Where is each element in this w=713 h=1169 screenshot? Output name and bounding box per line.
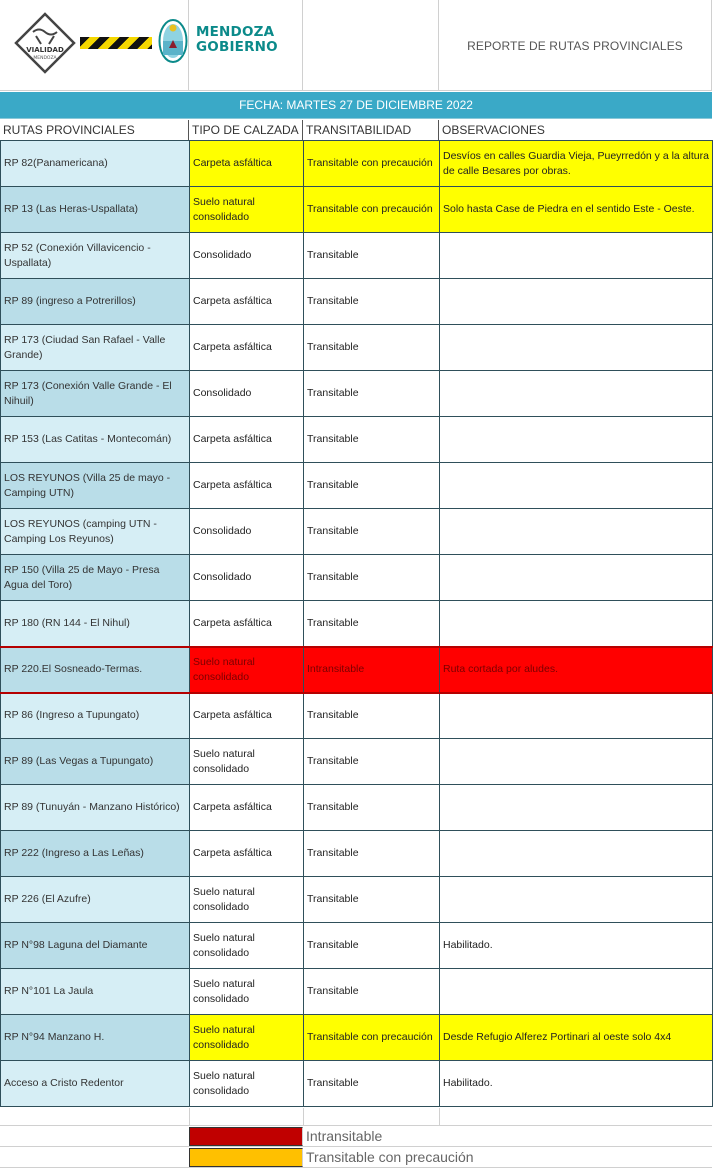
header-band — [0, 0, 712, 91]
legend-swatch-intransitable — [189, 1127, 303, 1146]
route-name-cell: RP 89 (Tunuyán - Manzano Histórico) — [1, 785, 190, 831]
header-cell-logos — [0, 0, 278, 91]
calzada-cell: Carpeta asfáltica — [190, 279, 304, 325]
calzada-cell: Carpeta asfáltica — [190, 785, 304, 831]
route-name-cell: RP 150 (Villa 25 de Mayo - Presa Agua del Toro) — [1, 555, 190, 601]
table-row — [1, 325, 713, 371]
table-row — [1, 233, 713, 279]
legend-row-precaucion — [0, 1147, 712, 1168]
transitabilidad-cell: Transitable — [304, 371, 440, 417]
header-cell-empty-3 — [303, 0, 439, 91]
transitabilidad-cell: Transitable — [304, 463, 440, 509]
observaciones-cell — [440, 463, 713, 509]
route-name-cell: RP 52 (Conexión Villavicencio - Uspallata) — [1, 233, 190, 279]
transitabilidad-cell: Transitable — [304, 739, 440, 785]
transitabilidad-cell: Transitable — [304, 923, 440, 969]
table-row — [1, 739, 713, 785]
table-row — [1, 555, 713, 601]
transitabilidad-cell: Transitable — [304, 233, 440, 279]
route-name-cell: RP 180 (RN 144 - El Nihul) — [1, 601, 190, 647]
calzada-cell: Suelo natural consolidado — [190, 923, 304, 969]
observaciones-cell: Desde Refugio Alferez Portinari al oeste solo 4x4 — [440, 1015, 713, 1061]
observaciones-cell — [440, 325, 713, 371]
transitabilidad-cell: Transitable — [304, 969, 440, 1015]
table-row — [1, 693, 713, 739]
vialidad-logo-subtext: MENDOZA — [33, 56, 57, 61]
observaciones-cell — [440, 509, 713, 555]
transitabilidad-cell: Transitable — [304, 325, 440, 371]
table-row — [1, 1015, 713, 1061]
transitabilidad-cell: Transitable con precaución — [304, 1015, 440, 1061]
transitabilidad-cell: Transitable — [304, 1061, 440, 1107]
calzada-cell: Suelo natural consolidado — [190, 739, 304, 785]
table-row — [1, 831, 713, 877]
observaciones-cell — [440, 417, 713, 463]
route-name-cell: RP 173 (Conexión Valle Grande - El Nihuil) — [1, 371, 190, 417]
legend-swatch-precaucion — [189, 1148, 303, 1167]
route-name-cell: RP 86 (Ingreso a Tupungato) — [1, 693, 190, 739]
legend-label-intransitable: Intransitable — [306, 1128, 383, 1144]
calzada-cell: Suelo natural consolidado — [190, 1015, 304, 1061]
calzada-cell: Suelo natural consolidado — [190, 1061, 304, 1107]
calzada-cell: Carpeta asfáltica — [190, 325, 304, 371]
route-name-cell: LOS REYUNOS (Villa 25 de mayo - Camping UTN) — [1, 463, 190, 509]
route-name-cell: Acceso a Cristo Redentor — [1, 1061, 190, 1107]
observaciones-cell: Habilitado. — [440, 923, 713, 969]
routes-table-body — [1, 141, 713, 1107]
route-name-cell: RP 153 (Las Catitas - Montecomán) — [1, 417, 190, 463]
transitabilidad-cell: Transitable — [304, 417, 440, 463]
observaciones-cell — [440, 371, 713, 417]
observaciones-cell — [440, 831, 713, 877]
calzada-cell: Carpeta asfáltica — [190, 601, 304, 647]
header-cell-empty-2 — [189, 0, 303, 91]
mendoza-shield-icon — [158, 18, 188, 64]
column-header-rutas: RUTAS PROVINCIALES — [0, 120, 189, 140]
transitabilidad-cell: Transitable — [304, 601, 440, 647]
table-row — [1, 647, 713, 693]
observaciones-cell — [440, 969, 713, 1015]
calzada-cell: Suelo natural consolidado — [190, 647, 304, 693]
transitabilidad-cell: Transitable — [304, 509, 440, 555]
observaciones-cell: Ruta cortada por aludes. — [440, 647, 713, 693]
observaciones-cell — [440, 785, 713, 831]
calzada-cell: Consolidado — [190, 509, 304, 555]
calzada-cell: Suelo natural consolidado — [190, 187, 304, 233]
legend-label-precaucion: Transitable con precaución — [306, 1149, 474, 1165]
transitabilidad-cell: Transitable — [304, 785, 440, 831]
observaciones-cell: Solo hasta Case de Piedra en el sentido Este - Oeste. — [440, 187, 713, 233]
table-row — [1, 463, 713, 509]
route-name-cell: RP N°101 La Jaula — [1, 969, 190, 1015]
observaciones-cell: Desvíos en calles Guardia Vieja, Pueyrredón y a la altura de calle Besares por obras. — [440, 141, 713, 187]
column-header-observaciones: OBSERVACIONES — [442, 123, 545, 137]
hazard-stripe-icon — [80, 37, 152, 49]
route-name-cell: LOS REYUNOS (camping UTN - Camping Los Reyunos) — [1, 509, 190, 555]
table-row — [1, 279, 713, 325]
mendoza-logo-line2: GOBIERNO — [196, 39, 278, 55]
calzada-cell: Carpeta asfáltica — [190, 417, 304, 463]
table-row — [1, 371, 713, 417]
observaciones-cell: Habilitado. — [440, 1061, 713, 1107]
vialidad-logo-icon — [14, 12, 76, 74]
calzada-cell: Consolidado — [190, 371, 304, 417]
empty-row — [0, 1108, 712, 1126]
table-row — [1, 417, 713, 463]
route-name-cell: RP 89 (Las Vegas a Tupungato) — [1, 739, 190, 785]
calzada-cell: Carpeta asfáltica — [190, 693, 304, 739]
calzada-cell: Carpeta asfáltica — [190, 463, 304, 509]
route-name-cell: RP 13 (Las Heras-Uspallata) — [1, 187, 190, 233]
routes-table — [0, 140, 713, 1107]
transitabilidad-cell: Transitable — [304, 693, 440, 739]
table-row — [1, 141, 713, 187]
route-name-cell: RP 173 (Ciudad San Rafael - Valle Grande) — [1, 325, 190, 371]
report-date: FECHA: MARTES 27 DE DICIEMBRE 2022 — [0, 92, 712, 119]
route-name-cell: RP N°98 Laguna del Diamante — [1, 923, 190, 969]
transitabilidad-cell: Transitable — [304, 279, 440, 325]
table-row — [1, 601, 713, 647]
table-row — [1, 969, 713, 1015]
table-row — [1, 187, 713, 233]
route-name-cell: RP N°94 Manzano H. — [1, 1015, 190, 1061]
column-header-calzada: TIPO DE CALZADA — [189, 120, 303, 140]
route-name-cell: RP 82(Panamericana) — [1, 141, 190, 187]
calzada-cell: Suelo natural consolidado — [190, 969, 304, 1015]
route-name-cell: RP 220.El Sosneado-Termas. — [1, 647, 190, 693]
transitabilidad-cell: Transitable — [304, 877, 440, 923]
calzada-cell: Carpeta asfáltica — [190, 141, 304, 187]
calzada-cell: Suelo natural consolidado — [190, 877, 304, 923]
route-name-cell: RP 226 (El Azufre) — [1, 877, 190, 923]
transitabilidad-cell: Transitable con precaución — [304, 141, 440, 187]
calzada-cell: Carpeta asfáltica — [190, 831, 304, 877]
column-header-transitabilidad: TRANSITABILIDAD — [303, 120, 439, 140]
table-row — [1, 785, 713, 831]
transitabilidad-cell: Intransitable — [304, 647, 440, 693]
mendoza-logo-line1: MENDOZA — [196, 24, 275, 40]
table-row — [1, 877, 713, 923]
observaciones-cell — [440, 279, 713, 325]
table-row — [1, 1061, 713, 1107]
observaciones-cell — [440, 739, 713, 785]
legend-row-intransitable — [0, 1126, 712, 1147]
table-row — [1, 509, 713, 555]
observaciones-cell — [440, 601, 713, 647]
observaciones-cell — [440, 877, 713, 923]
observaciones-cell — [440, 233, 713, 279]
transitabilidad-cell: Transitable — [304, 555, 440, 601]
vialidad-logo-text: VIALIDAD — [26, 46, 64, 54]
table-row — [1, 923, 713, 969]
transitabilidad-cell: Transitable con precaución — [304, 187, 440, 233]
calzada-cell: Consolidado — [190, 233, 304, 279]
observaciones-cell — [440, 555, 713, 601]
route-name-cell: RP 222 (Ingreso a Las Leñas) — [1, 831, 190, 877]
calzada-cell: Consolidado — [190, 555, 304, 601]
observaciones-cell — [440, 693, 713, 739]
route-name-cell: RP 89 (ingreso a Potrerillos) — [1, 279, 190, 325]
transitabilidad-cell: Transitable — [304, 831, 440, 877]
report-title: REPORTE DE RUTAS PROVINCIALES — [439, 0, 712, 91]
